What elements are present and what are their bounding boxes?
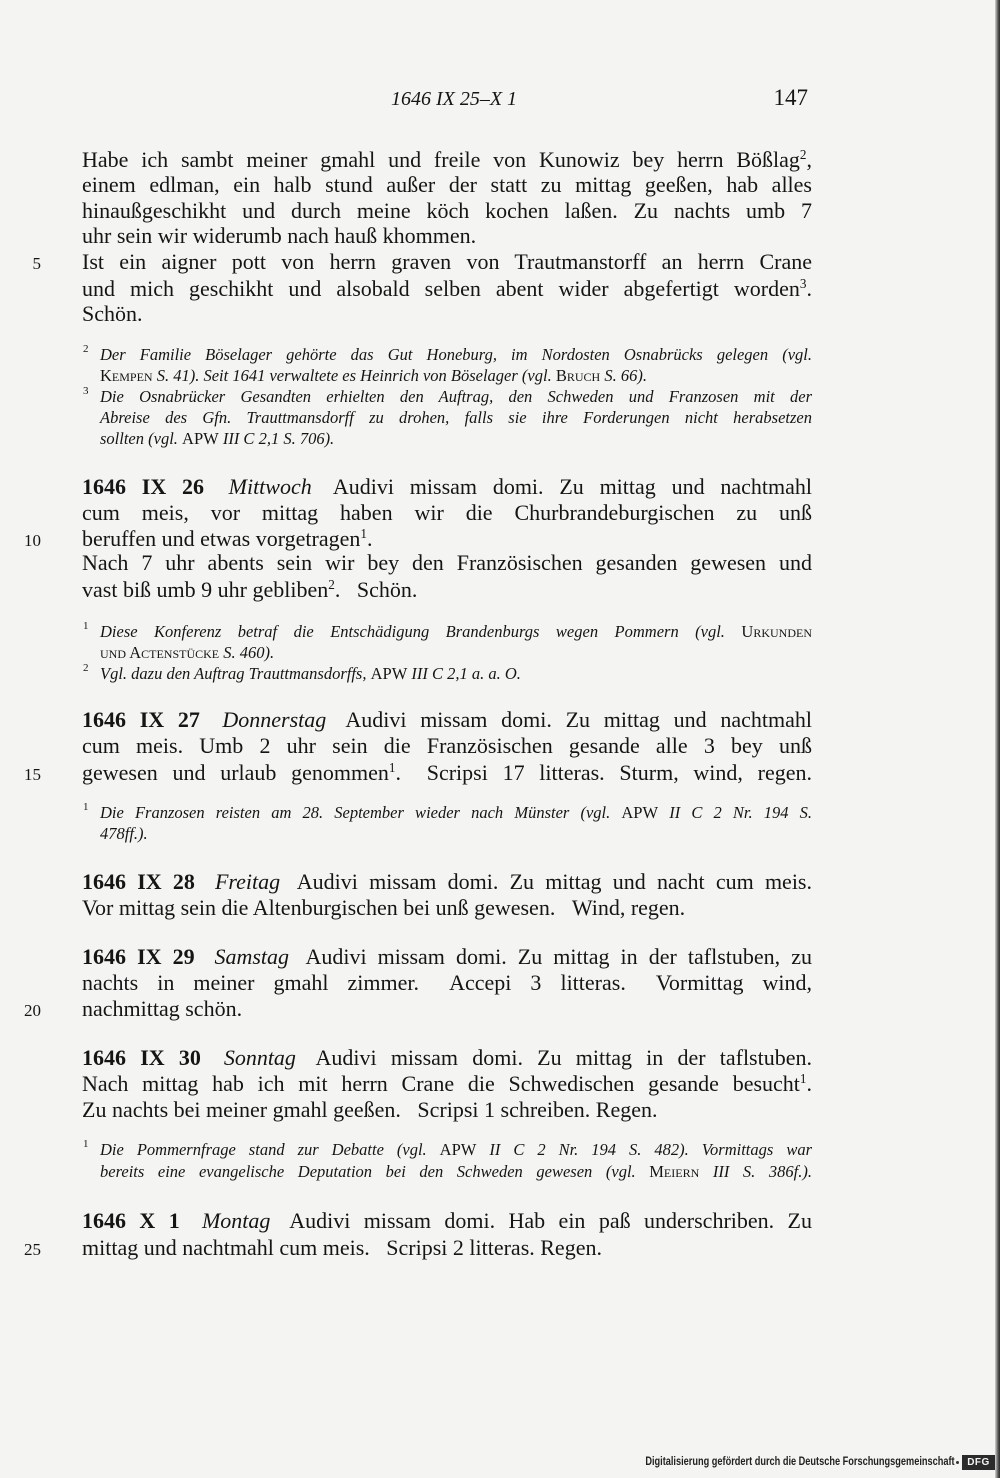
entry-heading-line	[82, 707, 812, 733]
entry-weekday: Freitag	[214, 869, 281, 894]
entry-weekday: Samstag	[214, 944, 290, 969]
entry-heading-line	[82, 944, 812, 970]
correspondence-note: Scripsi 1 schreiben. Regen.	[417, 1097, 658, 1122]
footnote-line	[83, 1138, 812, 1160]
line-number: 25	[24, 1240, 41, 1259]
footnote-line: Abreise des Gfn. Trauttmansdorff zu drohen, falls sie ihre Forderungen nicht herabsetzen	[100, 408, 812, 427]
text-segment: Nach mittag hab ich mit herrn Crane die Schwedischen gesande besucht	[82, 1071, 800, 1096]
footnote-line	[83, 662, 812, 684]
line-number: 5	[32, 254, 41, 273]
footnote-text: S. 66).	[600, 366, 647, 385]
separator-dot	[956, 1461, 959, 1464]
entry-date: 1646 IX 30	[82, 1045, 201, 1070]
text-segment: .	[806, 1071, 812, 1096]
footnote-line	[83, 801, 812, 823]
text-line	[82, 1235, 812, 1261]
text-line: Nach 7 uhr abents sein wir bey den Französischen gesanden gewesen und	[82, 550, 812, 575]
text-segment: .	[366, 526, 373, 551]
footnote-text: Die Pommernfrage stand zur Debatte (vgl.	[100, 1140, 440, 1159]
footnote-number: 3	[83, 385, 89, 397]
line-number: 15	[24, 765, 41, 784]
text-line: hinaußgeschikht und durch meine köch kochen laßen. Zu nachts umb 7	[82, 198, 812, 223]
footnote-text: sollten (vgl.	[100, 429, 183, 448]
weather-note: Wind, regen.	[571, 895, 686, 920]
entry-heading-line	[82, 474, 812, 500]
text-line: cum meis. Umb 2 uhr sein die Französischen gesande alle 3 bey unß	[82, 733, 812, 758]
text-line	[82, 760, 812, 786]
footnote-text: III C 2,1 a. a. O.	[407, 664, 521, 683]
weather-note: Vormittag wind,	[655, 970, 813, 995]
footnote-line	[100, 365, 812, 386]
footnote-marker: 1	[388, 760, 396, 776]
text-line	[82, 526, 812, 552]
text-line: cum meis, vor mittag haben wir die Churbrandeburgischen zu unß	[82, 500, 812, 525]
footnote-text: Die Osnabrücker Gesandten erhielten den Auftrag, den Schweden und Franzosen mit der	[100, 387, 812, 406]
footnote-text: Die Franzosen reisten am 28. September wieder nach Münster (vgl.	[100, 803, 622, 822]
text-line	[82, 970, 812, 996]
footnote-marker: 1	[360, 526, 367, 542]
small-caps-citation: Bruch	[555, 366, 601, 385]
footnote-text: III C 2,1 S. 706).	[218, 429, 335, 448]
text-line: nachmittag schön.	[82, 996, 243, 1021]
text-segment: Audivi missam domi. Zu mittag und nachtmahl	[332, 474, 812, 499]
entry-date: 1646 IX 27	[82, 707, 200, 732]
entry-weekday: Donnerstag	[222, 707, 327, 732]
weather-note: Schön.	[356, 577, 418, 602]
footnote-text: S. 41). Seit 1641 verwaltete es Heinrich von Böselager (vgl.	[152, 366, 556, 385]
correspondence-note: Scripsi 2 litteras. Regen.	[386, 1235, 602, 1260]
text-segment: beruffen und etwas vorgetragen	[82, 526, 361, 551]
text-segment: mittag und nachtmahl cum meis.	[82, 1235, 370, 1260]
text-segment: Audivi missam domi. Zu mittag in der taflstuben.	[315, 1045, 812, 1070]
citation-abbreviation: APW	[621, 803, 659, 822]
text-segment: nachts in meiner gmahl zimmer.	[82, 970, 420, 995]
text-line	[82, 577, 812, 603]
entry-weekday: Montag	[201, 1208, 271, 1233]
text-line: Schön.	[82, 301, 143, 326]
line-number: 20	[24, 1001, 41, 1020]
footnote-marker: 1	[799, 1071, 807, 1087]
small-caps-citation: Meiern	[649, 1162, 700, 1181]
footnote-line	[100, 428, 812, 449]
correspondence-note: Accepi 3 litteras.	[449, 970, 626, 995]
footnote-text: S. 460).	[219, 643, 275, 662]
text-line	[82, 276, 812, 302]
footnote-text: bereits eine evangelische Deputation bei den Schweden gewesen (vgl.	[100, 1162, 650, 1181]
text-segment: Audivi missam domi. Hab ein paß underschriben. Zu	[289, 1208, 812, 1233]
small-caps-citation: und Actenstücke	[100, 643, 220, 662]
citation-abbreviation: APW	[370, 664, 408, 683]
entry-date: 1646 IX 28	[82, 869, 195, 894]
page-number: 147	[773, 85, 808, 110]
text-line	[82, 1097, 812, 1123]
footnote-number: 2	[83, 662, 89, 674]
entry-date: 1646 IX 29	[82, 944, 195, 969]
footnote-line	[83, 385, 812, 407]
text-segment: .	[334, 577, 341, 602]
text-segment: und mich geschikht und alsobald selben abent wider abgefertigt worden	[82, 276, 800, 301]
running-title: 1646 IX 25–X 1	[390, 88, 518, 110]
entry-heading-line	[82, 1045, 812, 1071]
footnote-line	[100, 1161, 812, 1182]
footnote-line	[83, 343, 812, 365]
footnote-text: Der Familie Böselager gehörte das Gut Honeburg, im Nordosten Osnabrücks gelegen (vgl.	[100, 345, 812, 364]
line-number: 10	[24, 531, 41, 550]
footnote-number: 1	[83, 620, 89, 632]
text-segment: Vor mittag sein die Altenburgischen bei unß gewesen.	[82, 895, 556, 920]
footnote-line	[83, 620, 812, 642]
entry-date: 1646 IX 26	[82, 474, 205, 499]
text-line: uhr sein wir widerumb nach hauß khommen.	[82, 223, 477, 248]
entry-weekday: Mittwoch	[228, 474, 312, 499]
text-segment: Zu nachts bei meiner gmahl geeßen.	[82, 1097, 401, 1122]
text-line	[82, 895, 812, 921]
text-line: Ist ein aigner pott von herrn graven von Trautmanstorff an herrn Crane	[82, 249, 812, 274]
text-segment: Audivi missam domi. Zu mittag und nacht cum meis.	[296, 869, 812, 894]
text-segment: ,	[806, 147, 812, 172]
weather-note: Scripsi 17 litteras. Sturm, wind, regen.	[426, 760, 813, 785]
footnote-marker: 3	[799, 276, 807, 292]
citation-abbreviation: APW	[182, 429, 219, 448]
text-segment: vast biß umb 9 uhr gebliben	[82, 577, 329, 602]
text-segment: .	[395, 760, 401, 785]
footnote-text: Vgl. dazu den Auftrag Trauttmansdorffs,	[100, 664, 371, 683]
footnote-number: 1	[83, 1138, 89, 1150]
text-segment: Audivi missam domi. Zu mittag und nachtmahl	[345, 707, 812, 732]
footnote-number: 1	[83, 801, 89, 813]
footnote-text: II C 2 Nr. 194 S.	[658, 803, 812, 822]
small-caps-citation: Urkunden	[741, 622, 812, 641]
footnote-marker: 2	[799, 147, 807, 163]
citation-abbreviation: APW	[439, 1140, 477, 1159]
text-segment: .	[806, 276, 812, 301]
entry-weekday: Sonntag	[223, 1045, 296, 1070]
text-line: einem edlman, ein halb stund außer der statt zu mittag geeßen, hab alles	[82, 172, 812, 197]
footnote-text: III S. 386f.).	[699, 1162, 812, 1181]
credit-text: Digitalisierung gefördert durch die Deutsche Forschungsgemeinschaft	[645, 1456, 955, 1468]
text-line	[82, 1071, 812, 1097]
footnote-text: II C 2 Nr. 194 S. 482). Vormittags war	[476, 1140, 812, 1159]
small-caps-citation: Kempen	[100, 366, 153, 385]
text-segment: Habe ich sambt meiner gmahl und freile von Kunowiz bey herrn Bößlag	[82, 147, 800, 172]
text-segment: gewesen und urlaub genommen	[82, 760, 389, 785]
dfg-logo: DFG	[962, 1455, 995, 1470]
text-segment: Audivi missam domi. Zu mittag in der taflstuben, zu	[305, 944, 812, 969]
entry-date: 1646 X 1	[82, 1208, 180, 1233]
footnote-line	[100, 642, 812, 663]
entry-heading-line	[82, 869, 812, 895]
entry-heading-line	[82, 1208, 812, 1234]
footnote-marker: 2	[328, 577, 335, 593]
text-line	[82, 147, 812, 173]
footnote-number: 2	[83, 343, 89, 355]
footnote-line: 478ff.).	[100, 824, 148, 843]
scan-edge-shadow	[995, 0, 1000, 1478]
footnote-text: Diese Konferenz betraf die Entschädigung Brandenburgs wegen Pommern (vgl.	[100, 622, 742, 641]
